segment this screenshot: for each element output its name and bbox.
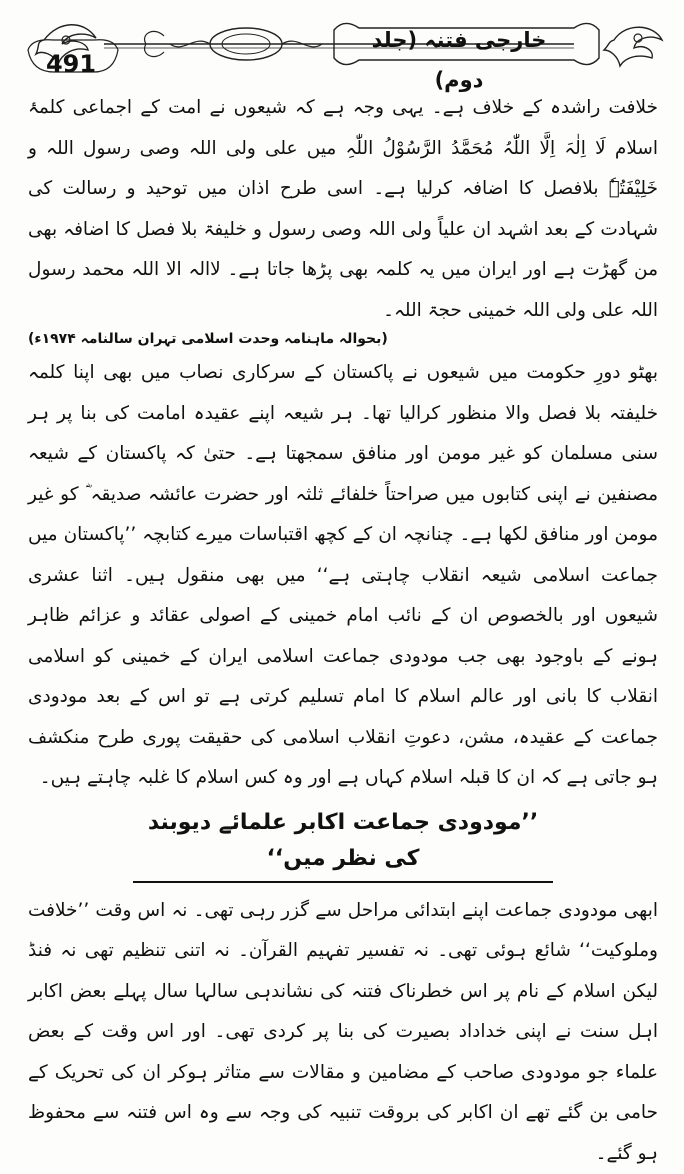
running-title: خارجی فتنہ (جلد دوم) bbox=[344, 20, 574, 60]
page-header bbox=[14, 10, 670, 82]
paragraph-bhutto-era: بھٹو دورِ حکومت میں شیعوں نے پاکستان کے سرکاری نصاب میں بھی اپنا کلمہ خلیفتہ بلا فصل والا منظور کرالیا تھا۔ ہر شیعہ اپنے عقیدہ امامت کی بنا پر ہر سنی مسلمان کو غیر مومن اور منافق سمجھتا ہے۔ حتیٰ کہ پاکستان کے شیعہ مصنفین نے اپنی کتابوں میں صراحتاً خلفائے ثلثہ اور حضرت عائشہ صدیقہ ؓ کو غیر مومن اور منافق لکھا ہے۔ چنانچہ ان کے کچھ اقتباسات میرے کتابچہ ’’پاکستان میں جماعت اسلامی شیعہ انقلاب چاہتی ہے‘‘ میں بھی منقول ہیں۔ اثنا عشری شیعوں اور بالخصوص ان کے نائب امام خمینی کے اصولی عقائد و عزائم ظاہر ہونے کے باوجود بھی جب مودودی جماعت اسلامی ایران کے خمینی کو اسلامی انقلاب کا بانی اور عالم اسلام کا امام تسلیم کرتی ہے تو اس کے بعد مودودی جماعت کے عقیدہ، مشن، دعوتِ انقلاب اسلامی کی حقیقت پوری طرح منکشف ہو جاتی ہے کہ ان کا قبلہ اسلام کہاں ہے اور وہ کس اسلام کا غلبہ چاہتے ہیں۔ bbox=[28, 353, 658, 799]
page-body bbox=[28, 88, 658, 1174]
section-heading: ’’مودودی جماعت اکابر علمائے دیوبند کی نظر میں‘‘ bbox=[133, 805, 553, 883]
reference-citation: (بحوالہ ماہنامہ وحدت اسلامی تہران سالنامہ ۱۹۷۴ء) bbox=[28, 327, 658, 351]
paragraph-kalima: خلافت راشدہ کے خلاف ہے۔ یہی وجہ ہے کہ شیعوں نے امت کے اجماعی کلمۂ اسلام لَا اِلٰہَ اِلَّا اللّٰہُ مُحَمَّدُ الرَّسُوْلُ اللّٰہِ میں علی ولی اللہ وصی رسول اللہ و خَلِیْفَتُہٗ بلافصل کا اضافہ کرلیا ہے۔ اسی طرح اذان میں توحید و رسالت کی شہادت کے بعد اشہد ان علیاً ولی اللہ وصی رسول و خلیفۃ بلا فصل کا اضافہ بھی من گھڑت ہے اور ایران میں یہ کلمہ بھی پڑھا جاتا ہے۔ لاالہ الا اللہ محمد رسول اللہ علی ولی اللہ خمینی حجۃ اللہ۔ bbox=[28, 88, 658, 331]
paragraph-early-stage: ابھی مودودی جماعت اپنے ابتدائی مراحل سے گزر رہی تھی۔ نہ اس وقت ’’خلافت وملوکیت‘‘ شائع ہوئی تھی۔ نہ تفسیر تفہیم القرآن۔ نہ اتنی تنظیم تھی نہ فنڈ لیکن اسلام کے نام پر اس خطرناک فتنہ کی نشاندہی سالہا سال پہلے بعض اکابر اہل سنت نے اپنی خداداد بصیرت کی بنا پر کردی تھی۔ اور اس وقت کے بعض علماء جو مودودی صاحب کے مضامین و مقالات سے متاثر ہوکر ان کی تحریک کے حامی بن گئے تھے ان اکابر کی بروقت تنبیہ کی وجہ سے وہ اس فتنہ سے محفوظ ہو گئے۔ bbox=[28, 891, 658, 1174]
page-number: 491 bbox=[36, 50, 106, 78]
